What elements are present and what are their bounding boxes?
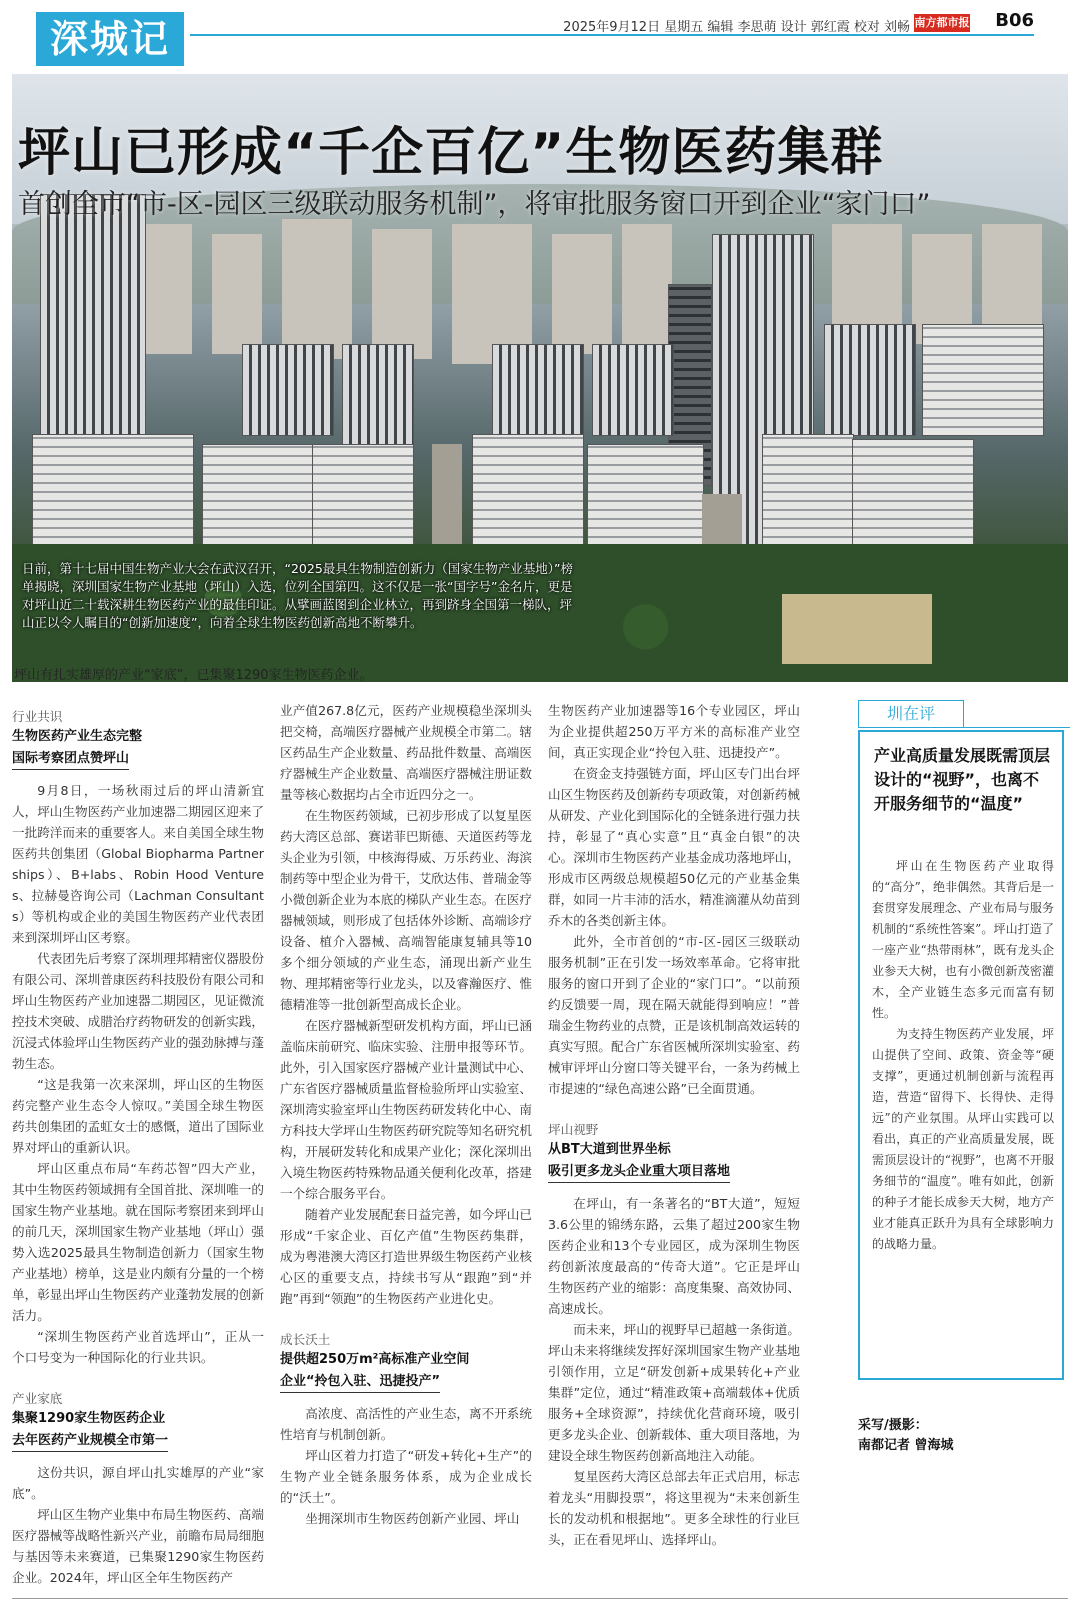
photo-building <box>452 224 532 364</box>
byline-name: 南都记者 曾海城 <box>858 1438 954 1453</box>
subhead: 从BT大道到世界坐标 <box>548 1142 671 1157</box>
column-2 <box>280 700 532 1529</box>
paragraph: 在生物医药领域，已初步形成了以复星医药大湾区总部、赛诺菲巴斯德、天道医药等龙头企业为引领，中核海得威、万乐药业、海滨制药等中型企业为骨干，艾欣达伟、普瑞金等小微创新企业为本底的梯队产业生态。在医疗器械领域，则形成了包括体外诊断、高端诊疗设备、植介入器械、高端智能康复辅具等10多个细分领域的产业生态，涌现出新产业生物、理邦精密等行业龙头，以及睿瀚医疗、惟德精准等一批创新型高成长企业。 <box>280 808 532 1012</box>
paragraph: 在医疗器械新型研发机构方面，坪山已涵盖临床前研究、临床实验、注册申报等环节。此外，引入国家医疗器械产业计量测试中心、广东省医疗器械质量监督检验所坪山实验室、深圳湾实验室坪山生物医药研发转化中心、南方科技大学坪山生物医药研究院等知名研究机构，开展研发转化和成果产业化；深化深圳出入境生物医药特殊物品通关便利化改革，搭建一个综合服务平台。 <box>280 1018 532 1201</box>
headline-title: 坪山已形成“千企百亿”生物医药集群 <box>18 123 884 183</box>
photo-building <box>372 229 432 359</box>
subhead: 集聚1290家生物医药企业 <box>12 1411 166 1426</box>
subhead: 国际考察团点赞坪山 <box>12 749 129 770</box>
photo-building <box>592 344 674 436</box>
commentary-body <box>872 856 1054 1255</box>
commentary-title: 产业高质量发展既需顶层设计的“视野”，也离不开服务细节的“温度” <box>874 746 1051 813</box>
issue-meta: 2025年9月12日 星期五 编辑 李思萌 设计 郭红霞 校对 刘畅 <box>563 20 910 35</box>
photo-building <box>212 234 262 354</box>
paragraph: 随着产业发展配套日益完善，如今坪山已形成“千家企业、百亿产值”生物医药集群，成为粤港澳大湾区打造世界级生物医药产业核心区的重要支点，持续书写从“跟跑”到“并跑”再到“领跑”的生物医药产业进化史。 <box>280 1207 532 1306</box>
paragraph: 坪山区着力打造了“研发+转化+生产”的生物产业全链条服务体系，成为企业成长的“沃土”。 <box>280 1448 532 1505</box>
section-kicker: 成长沃土 <box>280 1332 331 1347</box>
paragraph: 业产值267.8亿元，医药产业规模稳坐深圳头把交椅，高端医疗器械产业规模全市第二。辖区药品生产企业数量、药品批件数量、高端医疗器械生产企业数量、高端医疗器械注册证数量等核心数据均占全市近四分之一。 <box>280 703 532 802</box>
subhead: 提供超250万m²高标准产业空间 <box>280 1352 470 1367</box>
paragraph: 此外，全市首创的“市-区-园区三级联动服务机制”正在引发一场效率革命。它将审批服务的窗口开到了企业的“家门口”。“以前预约反馈要一周，现在隔天就能得到响应！”普瑞金生物药业的点赞，正是该机制高效运转的真实写照。配合广东省医械所深圳实验室、药械审评坪山分窗口等关键平台，一条为药械上市提速的“绿色高速公路”已全面贯通。 <box>548 934 800 1096</box>
photo-building <box>552 234 612 354</box>
photo-building <box>492 344 584 446</box>
paragraph: 坐拥深圳市生物医药创新产业园、坪山 <box>305 1511 520 1526</box>
photo-building <box>242 344 334 436</box>
commentary-sidebar <box>858 700 1070 1453</box>
photo-building <box>282 219 352 359</box>
subhead: 去年医药产业规模全市第一 <box>12 1431 168 1452</box>
photo-building <box>342 344 414 446</box>
paragraph: 坪山区重点布局“车药芯智”四大产业，其中生物医药领域拥有全国首批、深圳唯一的国家生物产业基地。就在国际考察团来到坪山的前几天，深圳国家生物产业基地（坪山）强势入选2025最具生物制造创新力（国家生物产业基地）榜单，这是业内颇有分量的一个榜单，彰显出坪山生物医药产业蓬勃发展的创新活力。 <box>12 1161 264 1323</box>
photo-overlay-text: 日前，第十七届中国生物产业大会在武汉召开，“2025最具生物制造创新力（国家生物产业基地）”榜单揭晓，深圳国家生物产业基地（坪山）入选，位列全国第四。这不仅是一张“国字号”金名片，更是对坪山近二十载深耕生物医药产业的最佳印证。从擘画蓝图到企业林立，再到跻身全国第一梯队，坪山正以令人瞩目的“创新加速度”，向着全球生物医药创新高地不断攀升。 <box>22 561 574 630</box>
paragraph: 复星医药大湾区总部去年正式启用，标志着龙头“用脚投票”，将这里视为“未来创新生长的发动机和根据地”。更多全球性的行业巨头，正在看见坪山、选择坪山。 <box>548 1469 800 1547</box>
section-kicker: 产业家底 <box>12 1391 63 1406</box>
paragraph: 在坪山，有一条著名的“BT大道”，短短3.6公里的锦绣东路，云集了超过200家生物医药企业和13个专业园区，成为深圳生物医药创新浓度最高的“传奇大道”。它正是坪山生物医药产业的缩影：高度集聚、高效协同、高速成长。 <box>548 1196 800 1316</box>
photo-building <box>587 444 704 546</box>
paragraph: 在资金支持强链方面，坪山区专门出台坪山区生物医药及创新药专项政策，对创新药械从研发、产业化到国际化的全链条进行强力扶持，彰显了“真心实意”且“真金白银”的决心。深圳市生物医药产业基金成功落地坪山，形成市区两级总规模超50亿元的产业基金集群，如同一片丰沛的活水，精准滴灌从幼苗到乔木的各类创新主体。 <box>548 766 800 928</box>
paragraph: 9月8日，一场秋雨过后的坪山清新宜人，坪山生物医药产业加速器二期园区迎来了一批跨洋而来的重要客人。来自美国全球生物医药共创集团（Global Biopharma Partnerships）、B+labs、Robin Hood Ventures、拉赫曼咨询公司（Lachman Consultants）等机构或企业的美国生物医药产业代表团来到深圳坪山区考察。 <box>12 783 264 945</box>
section-kicker: 行业共识 <box>12 709 63 724</box>
page-number: B06 <box>995 10 1034 31</box>
paragraph: 高浓度、高活性的产业生态，离不开系统性培育与机制创新。 <box>280 1406 532 1442</box>
photo-building <box>622 224 672 354</box>
photo-building <box>824 324 916 436</box>
bottom-rule <box>12 1598 1068 1599</box>
photo-caption: 坪山有扎实雄厚的产业“家底”，已集聚1290家生物医药企业。 <box>14 668 373 683</box>
photo-building <box>202 444 314 546</box>
paragraph: “这是我第一次来深圳，坪山区的生物医药完整产业生态令人惊叹。”美国全球生物医药共创集团的孟虹女士的感慨，道出了国际业界对坪山的重新认识。 <box>12 1077 264 1155</box>
newspaper-logo: 南方都市报 <box>914 14 970 32</box>
photo-building <box>762 434 854 546</box>
commentary-rule <box>962 727 1070 728</box>
paragraph: 这份共识，源自坪山扎实雄厚的产业“家底”。 <box>12 1465 264 1501</box>
subhead: 企业“拎包入驻、迅捷投产” <box>280 1372 440 1393</box>
section-kicker: 坪山视野 <box>548 1122 599 1137</box>
photo-building <box>32 434 194 546</box>
paragraph: 坪山区生物产业集中布局生物医药、高端医疗器械等战略性新兴产业，前瞻布局局细胞与基因等未来赛道，已集聚1290家生物医药企业。2024年，坪山区全年生物医药产 <box>12 1507 264 1585</box>
photo-building <box>922 324 1044 436</box>
section-tag: 深城记 <box>36 12 184 66</box>
page-header <box>0 0 1080 74</box>
paragraph: 代表团先后考察了深圳理邦精密仪器股份有限公司、深圳普康医药科技股份有限公司和坪山生物医药产业加速器二期园区，见证微流控技术突破、成腊治疗药物研发的创新实践，沉浸式体验坪山生物医药产业的强劲脉搏与蓬勃生态。 <box>12 951 264 1071</box>
headline-subtitle: 首创全市“市-区-园区三级联动服务机制”，将审批服务窗口开到企业“家门口” <box>18 189 931 220</box>
subhead: 生物医药产业生态完整 <box>12 729 143 744</box>
paragraph: 生物医药产业加速器等16个专业园区，坪山为企业提供超250万平方米的高标准产业空间，真正实现企业“拎包入驻、迅捷投产”。 <box>548 703 800 760</box>
photo-building <box>852 439 974 546</box>
photo-building <box>312 444 414 546</box>
commentary-box <box>858 730 1064 1380</box>
photo-building <box>472 434 584 546</box>
paragraph: 为支持生物医药产业发展，坪山提供了空间、政策、资金等“硬支撑”，更通过机制创新与流程再造，营造“留得下、长得快、走得远”的产业氛围。从坪山实践可以看出，真正的产业高质量发展，既需顶层设计的“视野”，也离不开服务细节的“温度”。唯有如此，创新的种子才能长成参天大树，地方产业才能真正跃升为具有全球影响力的战略力量。 <box>872 1027 1054 1251</box>
column-1 <box>12 700 264 1588</box>
column-3 <box>548 700 800 1550</box>
subhead: 吸引更多龙头企业重大项目落地 <box>548 1162 730 1183</box>
byline <box>858 1416 954 1456</box>
byline-label: 采写/摄影： <box>858 1418 928 1433</box>
paragraph: 而未来，坪山的视野早已超越一条街道。坪山未来将继续发挥好深圳国家生物产业基地引领作用，立足“研发创新+成果转化+产业集群”定位，通过“精准政策+高端载体+优质服务+全球资源”，持续优化营商环境，吸引更多龙头企业、创新载体、重大项目落地，为建设全球生物医药创新高地注入动能。 <box>548 1322 800 1463</box>
paragraph: “深圳生物医药产业首选坪山”，正从一个口号变为一种国际化的行业共识。 <box>12 1329 264 1365</box>
commentary-tag: 圳在评 <box>858 700 964 728</box>
paragraph: 坪山在生物医药产业取得的“高分”，绝非偶然。其背后是一套贯穿发展理念、产业布局与服务机制的“系统性答案”。坪山打造了一座产业“热带雨林”，既有龙头企业参天大树，也有小微创新茂密灌木，全产业链生态多元而富有韧性。 <box>872 859 1054 1020</box>
photo-site <box>782 594 932 664</box>
